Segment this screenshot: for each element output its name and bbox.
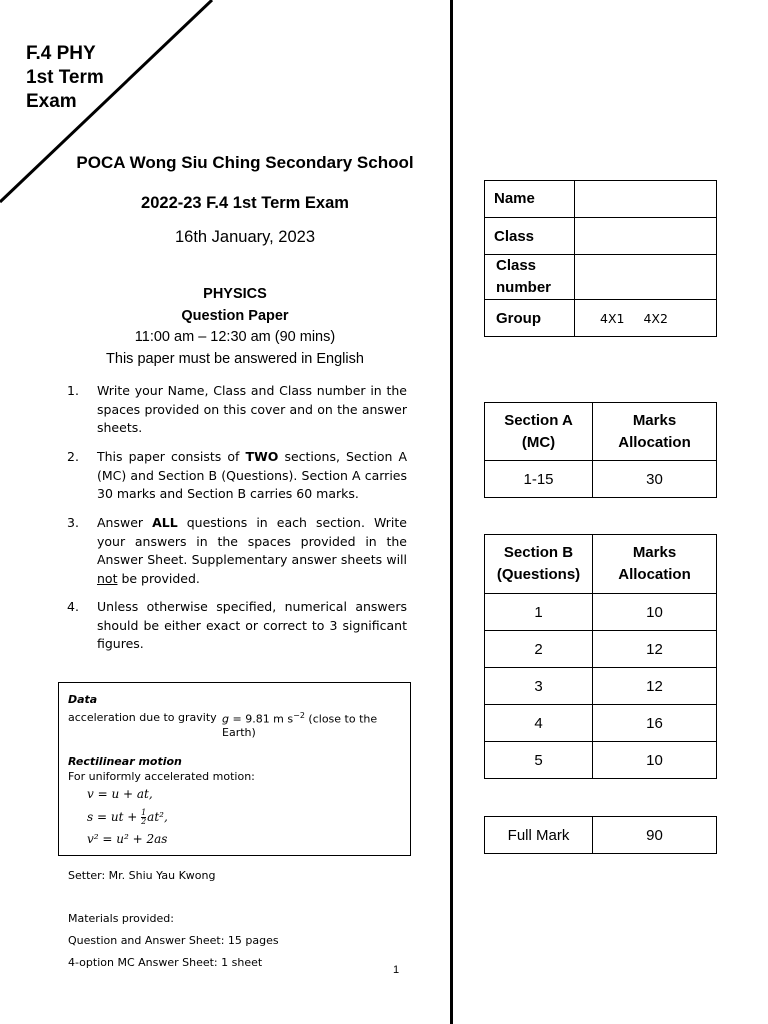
section-a-marks: 30 bbox=[593, 461, 717, 498]
exam-time: 11:00 am – 12:30 am (90 mins) bbox=[134, 329, 336, 345]
table-row bbox=[485, 705, 717, 742]
setter-note: Setter: Mr. Shiu Yau Kwong bbox=[68, 869, 216, 882]
corner-line2: 1st Term bbox=[26, 67, 104, 88]
question-marks: 16 bbox=[593, 705, 717, 742]
section-a-marks-header: Marks Allocation bbox=[593, 403, 717, 461]
class-number-field[interactable] bbox=[575, 255, 717, 300]
instruction-3 bbox=[67, 514, 407, 588]
table-row bbox=[485, 668, 717, 705]
instruction-text: Write your Name, Class and Class number in the spaces provided on this cover and on the answer sheets. bbox=[97, 383, 407, 435]
group-options[interactable] bbox=[575, 300, 717, 337]
materials-heading: Materials provided: bbox=[68, 912, 174, 925]
instruction-number: 4. bbox=[67, 599, 79, 614]
section-b-table bbox=[484, 534, 717, 779]
name-field[interactable] bbox=[575, 181, 717, 218]
name-label: Name bbox=[485, 181, 575, 218]
motion-intro: For uniformly accelerated motion: bbox=[68, 770, 255, 783]
full-mark-label: Full Mark bbox=[485, 817, 593, 854]
subject: PHYSICS bbox=[203, 286, 267, 302]
school-name: POCA Wong Siu Ching Secondary School bbox=[76, 153, 414, 172]
instruction-text: This paper consists of TWO sections, Section A (MC) and Section B (Questions). Section A carries 30 marks and Section B carries 60 marks. bbox=[97, 449, 408, 501]
paper-type: Question Paper bbox=[181, 308, 289, 324]
instruction-number: 2. bbox=[67, 449, 79, 464]
motion-heading: Rectilinear motion bbox=[68, 755, 182, 768]
class-label: Class bbox=[485, 218, 575, 255]
instruction-number: 3. bbox=[67, 515, 79, 530]
question-number: 2 bbox=[485, 631, 593, 668]
table-row bbox=[485, 594, 717, 631]
section-a-header: Section A (MC) bbox=[485, 403, 593, 461]
section-a-range: 1-15 bbox=[485, 461, 593, 498]
group-option-2[interactable]: 4X2 bbox=[643, 310, 668, 326]
section-a-table bbox=[484, 402, 717, 498]
vertical-divider bbox=[450, 0, 453, 1024]
group-label: Group bbox=[485, 300, 575, 337]
group-option-1[interactable]: 4X1 bbox=[600, 310, 625, 326]
question-marks: 12 bbox=[593, 668, 717, 705]
page-number: 1 bbox=[393, 964, 400, 976]
question-number: 5 bbox=[485, 742, 593, 779]
data-heading: Data bbox=[68, 693, 98, 706]
gravity-label: acceleration due to gravity bbox=[68, 711, 217, 724]
instruction-text: Unless otherwise specified, numerical answers should be either exact or correct to 3 significant figures. bbox=[97, 599, 407, 651]
language-note: This paper must be answered in English bbox=[106, 351, 364, 367]
corner-line3: Exam bbox=[26, 91, 77, 112]
full-mark-table bbox=[484, 816, 717, 854]
qa-sheet-note: Question and Answer Sheet: 15 pages bbox=[68, 934, 279, 947]
class-field[interactable] bbox=[575, 218, 717, 255]
gravity-value: g = 9.81 m $s^{-2}$ (close to the Earth) bbox=[222, 711, 378, 739]
question-marks: 10 bbox=[593, 742, 717, 779]
instruction-1 bbox=[67, 382, 407, 438]
exam-title: 2022-23 F.4 1st Term Exam bbox=[141, 194, 349, 212]
data-box bbox=[58, 682, 411, 856]
section-b-header: Section B (Questions) bbox=[485, 535, 593, 594]
corner-line1: F.4 PHY bbox=[26, 43, 96, 64]
instruction-number: 1. bbox=[67, 383, 79, 398]
full-mark-value: 90 bbox=[593, 817, 717, 854]
question-number: 3 bbox=[485, 668, 593, 705]
equation-2: s = ut + $\frac{1}{2}$ at², bbox=[87, 808, 168, 826]
question-marks: 10 bbox=[593, 594, 717, 631]
equation-1: v = u + at, bbox=[87, 787, 153, 801]
class-number-label: Class number bbox=[485, 255, 575, 300]
instruction-4 bbox=[67, 598, 407, 654]
mc-sheet-note: 4-option MC Answer Sheet: 1 sheet bbox=[68, 956, 263, 969]
question-number: 4 bbox=[485, 705, 593, 742]
exam-date: 16th January, 2023 bbox=[174, 228, 316, 246]
equation-3: v² = u² + 2as bbox=[87, 832, 168, 846]
table-row bbox=[485, 631, 717, 668]
instruction-text: Answer ALL questions in each section. Write your answers in the spaces provided in the Answer Sheet. Supplementary answer sheets will not be provided. bbox=[97, 515, 407, 586]
instruction-2 bbox=[67, 448, 407, 504]
question-marks: 12 bbox=[593, 631, 717, 668]
question-number: 1 bbox=[485, 594, 593, 631]
section-b-marks-header: Marks Allocation bbox=[593, 535, 717, 594]
student-info-table bbox=[484, 180, 717, 337]
table-row bbox=[485, 742, 717, 779]
corner-label bbox=[26, 42, 104, 114]
